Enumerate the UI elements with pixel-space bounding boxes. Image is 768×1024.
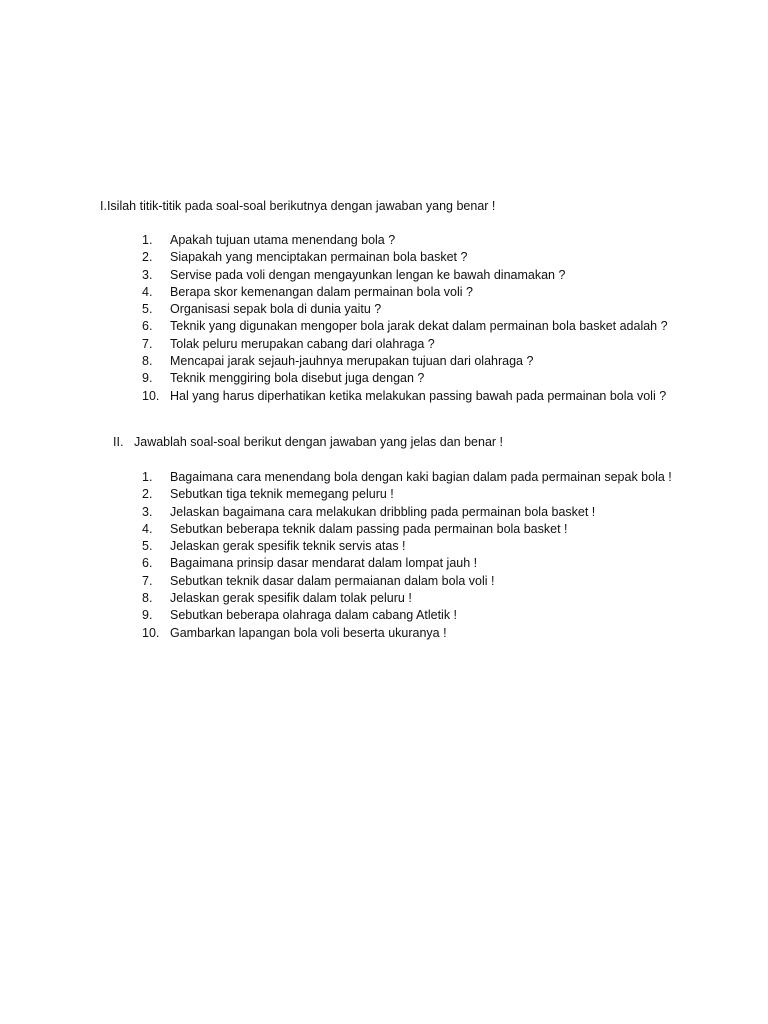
question-text: Sebutkan teknik dasar dalam permaianan dalam bola voli ! [170, 573, 495, 588]
question-number: 2. [142, 250, 153, 265]
question-text: Teknik yang digunakan mengoper bola jarak dekat dalam permainan bola basket adalah ? [170, 319, 668, 334]
question-number: 5. [142, 302, 153, 317]
list-item [142, 284, 668, 301]
list-item [142, 353, 668, 370]
question-text: Bagaimana prinsip dasar mendarat dalam lompat jauh ! [170, 556, 478, 571]
question-text: Teknik menggiring bola disebut juga dengan ? [170, 371, 425, 386]
question-text: Apakah tujuan utama menendang bola ? [170, 233, 396, 247]
question-text: Organisasi sepak bola di dunia yaitu ? [170, 302, 382, 317]
question-number: 6. [142, 556, 153, 571]
question-number: 3. [142, 504, 153, 519]
question-text: Servise pada voli dengan mengayunkan lengan ke bawah dinamakan ? [170, 267, 566, 282]
question-number: 1. [142, 233, 153, 247]
question-number: 4. [142, 521, 153, 536]
list-item [142, 573, 672, 590]
question-number: 6. [142, 319, 153, 334]
section-2-heading [113, 434, 503, 451]
question-number: 1. [142, 470, 153, 484]
question-text: Gambarkan lapangan bola voli beserta ukuranya ! [170, 625, 447, 640]
question-number: 5. [142, 539, 153, 554]
list-item [142, 232, 668, 249]
question-text: Mencapai jarak sejauh-jauhnya merupakan tujuan dari olahraga ? [170, 354, 534, 369]
question-number: 7. [142, 336, 153, 351]
list-item [142, 301, 668, 318]
list-item [142, 336, 668, 353]
list-item [142, 504, 672, 521]
question-text: Sebutkan beberapa olahraga dalam cabang Atletik ! [170, 608, 458, 623]
list-item [142, 607, 672, 624]
list-item [142, 318, 668, 335]
question-text: Jelaskan gerak spesifik teknik servis atas ! [170, 539, 406, 554]
list-item [142, 370, 668, 387]
list-item [142, 590, 672, 607]
question-text: Bagaimana cara menendang bola dengan kaki bagian dalam pada permainan sepak bola ! [170, 470, 672, 484]
list-item [142, 521, 672, 538]
question-text: Jelaskan gerak spesifik dalam tolak peluru ! [170, 591, 412, 606]
list-item [142, 486, 672, 503]
list-item [142, 469, 672, 486]
question-number: 8. [142, 354, 153, 369]
section-2-heading-text: Jawablah soal-soal berikut dengan jawaban yang jelas dan benar ! [134, 435, 504, 449]
question-text: Siapakah yang menciptakan permainan bola basket ? [170, 250, 468, 265]
list-item [142, 538, 672, 555]
question-number: 9. [142, 371, 153, 386]
question-number: 7. [142, 573, 153, 588]
section-1-heading: I.Isilah titik-titik pada soal-soal berikutnya dengan jawaban yang benar ! [100, 199, 496, 213]
question-text: Jelaskan bagaimana cara melakukan dribbling pada permainan bola basket ! [170, 504, 596, 519]
list-item [142, 267, 668, 284]
question-text: Sebutkan tiga teknik memegang peluru ! [170, 487, 394, 502]
section-2-question-list [142, 469, 672, 642]
list-item [142, 625, 672, 642]
list-item [142, 249, 668, 266]
question-text: Sebutkan beberapa teknik dalam passing pada permainan bola basket ! [170, 521, 568, 536]
question-text: Berapa skor kemenangan dalam permainan bola voli ? [170, 284, 473, 299]
question-number: 4. [142, 284, 153, 299]
list-item [142, 388, 668, 405]
section-2-number: II. [113, 435, 124, 449]
question-number: 9. [142, 608, 153, 623]
question-text: Hal yang harus diperhatikan ketika melakukan passing bawah pada permainan bola voli ? [170, 388, 667, 403]
question-number: 8. [142, 591, 153, 606]
question-number: 2. [142, 487, 153, 502]
question-number: 3. [142, 267, 153, 282]
section-1-question-list [142, 232, 668, 405]
list-item [142, 555, 672, 572]
question-text: Tolak peluru merupakan cabang dari olahraga ? [170, 336, 435, 351]
question-number: 10. [142, 388, 160, 403]
question-number: 10. [142, 625, 160, 640]
